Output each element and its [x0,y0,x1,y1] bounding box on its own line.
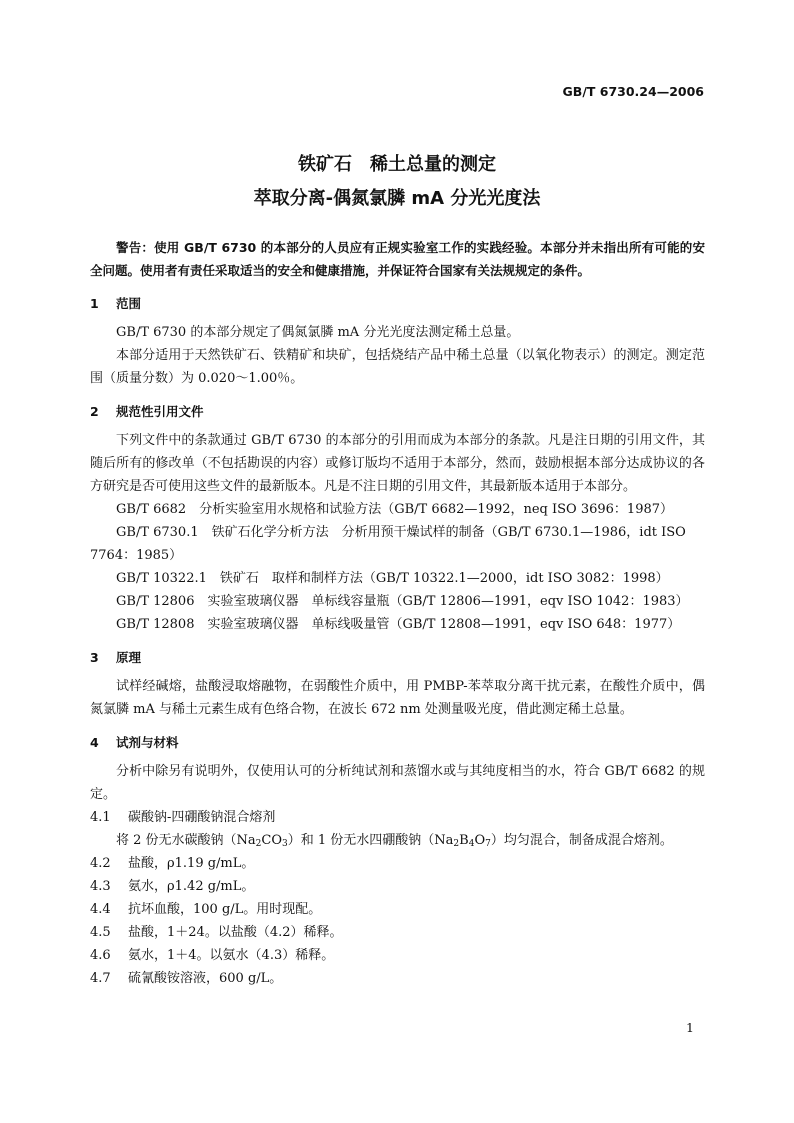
formula-text: CO [261,833,283,848]
clause-number: 4.1 [90,810,111,825]
document-title-line1: 铁矿石 稀土总量的测定 [298,154,496,175]
section-number: 3 [90,650,99,665]
clause-item [90,806,705,829]
reference-item: GB/T 6682 分析实验室用水规格和试验方法（GB/T 6682—1992，neq ISO 3696：1987） [116,502,674,517]
standard-code: GB/T 6730.24—2006 [562,84,704,99]
clause-item [90,921,705,944]
reference-item-continuation: 7764：1985） [90,548,183,563]
clause-item [90,875,705,898]
formula-text: 将 2 份无水碳酸钠（Na [116,833,256,848]
reference-item: GB/T 6730.1 铁矿石化学分析方法 分析用预干燥试样的制备（GB/T 6730.1—1986，idt ISO [116,525,686,540]
clause-item [90,967,705,990]
section-title: 原理 [116,650,142,665]
formula-text: ）均匀混合，制备成混合熔剂。 [490,833,673,848]
section-title: 范围 [116,296,142,311]
paragraph: GB/T 6730 的本部分规定了偶氮氯膦 mA 分光光度法测定稀土总量。 [116,325,520,340]
reference-item: GB/T 12808 实验室玻璃仪器 单标线吸量管（GB/T 12808—1991，eqv ISO 648：1977） [116,617,681,632]
subscript: 4 [468,839,475,849]
clause-number: 4.3 [90,879,111,894]
clause-text: 盐酸，1＋24。以盐酸（4.2）稀释。 [128,925,343,940]
paragraph: 本部分适用于天然铁矿石、铁精矿和块矿，包括烧结产品中稀土总量（以氧化物表示）的测定。测定范围（质量分数）为 0.020～1.00％。 [90,348,705,386]
clause-number: 4.6 [90,948,111,963]
clause-body [90,829,705,852]
clause-text: 硫氰酸铵溶液，600 g/L。 [128,971,283,986]
section-number: 2 [90,404,99,419]
warning-paragraph: 警告：使用 GB/T 6730 的本部分的人员应有正规实验室工作的实践经验。本部分并未指出所有可能的安全问题。使用者有责任采取适当的安全和健康措施，并保证符合国家有关法规规定的条件。 [90,240,705,278]
document-title-line2: 萃取分离-偶氮氯膦 mA 分光光度法 [253,188,541,209]
document-body [90,236,705,990]
section-title: 规范性引用文件 [116,404,204,419]
paragraph: 试样经碱熔，盐酸浸取熔融物，在弱酸性介质中，用 PMBP-苯萃取分离干扰元素，在酸性介质中，偶氮氯膦 mA 与稀土元素生成有色络合物，在波长 672 nm 处测量吸光度，借此测定稀土总量。 [90,679,705,717]
section-4-heading [90,731,705,754]
clause-number: 4.4 [90,902,111,917]
section-number: 4 [90,735,99,750]
clause-number: 4.5 [90,925,111,940]
clause-text: 抗坏血酸，100 g/L。用时现配。 [128,902,322,917]
section-2-heading [90,400,705,423]
clause-number: 4.2 [90,856,111,871]
paragraph: 下列文件中的条款通过 GB/T 6730 的本部分的引用而成为本部分的条款。凡是注日期的引用文件，其随后所有的修改单（不包括勘误的内容）或修订版均不适用于本部分，然而，鼓励根据本部分达成协议的各方研究是否可使用这些文件的最新版本。凡是不注日期的引用文件，其最新版本适用于本部分。 [90,433,705,494]
paragraph: 分析中除另有说明外，仅使用认可的分析纯试剂和蒸馏水或与其纯度相当的水，符合 GB/T 6682 的规定。 [90,764,705,802]
formula-text: B [459,833,469,848]
clause-number: 4.7 [90,971,111,986]
clause-text: 氨水，1＋4。以氨水（4.3）稀释。 [128,948,335,963]
subscript: 2 [255,839,262,849]
subscript: 7 [485,839,491,849]
clause-text: 碳酸钠-四硼酸钠混合熔剂 [128,810,276,825]
clause-item [90,898,705,921]
page-number: 1 [686,1020,694,1035]
section-title: 试剂与材料 [116,735,179,750]
reference-item: GB/T 12806 实验室玻璃仪器 单标线容量瓶（GB/T 12806—1991，eqv ISO 1042：1983） [116,594,689,609]
clause-item [90,944,705,967]
formula-text: ）和 1 份无水四硼酸钠（Na [287,833,454,848]
section-number: 1 [90,296,99,311]
clause-text: 盐酸，ρ1.19 g/mL。 [128,856,255,871]
clause-text: 氨水，ρ1.42 g/mL。 [128,879,255,894]
subscript: 2 [453,839,460,849]
formula-text: O [474,833,486,848]
reference-item: GB/T 10322.1 铁矿石 取样和制样方法（GB/T 10322.1—2000，idt ISO 3082：1998） [116,571,669,586]
clause-item [90,852,705,875]
section-3-heading [90,646,705,669]
subscript: 3 [282,839,288,849]
section-1-heading [90,292,705,315]
